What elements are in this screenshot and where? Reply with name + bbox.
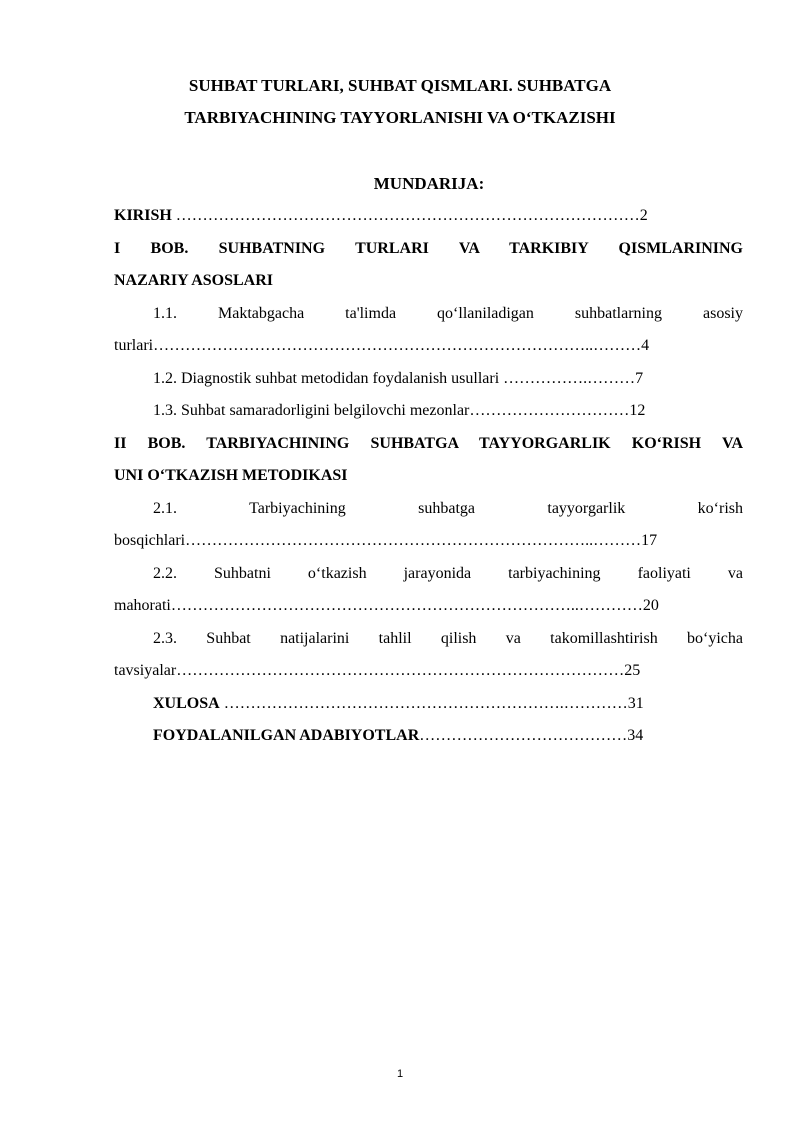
toc-chapter-1-line-2[interactable]: NAZARIY ASOSLARI xyxy=(114,272,273,289)
document-title-line-2: TARBIYACHINING TAYYORLANISHI VA O‘TKAZISHI xyxy=(184,108,616,127)
toc-section-1-2[interactable]: 1.2. Diagnostik suhbat metodidan foydalanish usullari …………….………7 xyxy=(153,370,644,387)
toc-chapter-2-line-1[interactable]: II BOB. TARBIYACHINING SUHBATGA TAYYORGARLIK KO‘RISH VA xyxy=(114,435,743,452)
toc-entry-adabiyotlar-dots: …………………………………34 xyxy=(419,727,644,744)
toc-section-1-3[interactable]: 1.3. Suhbat samaradorligini belgilovchi mezonlar…………………………12 xyxy=(153,402,646,419)
toc-section-2-3-line-2[interactable]: tavsiyalar…………………………………………………………………………25 xyxy=(114,662,641,679)
toc-entry-xulosa[interactable] xyxy=(153,695,743,713)
toc-section-2-1-line-1[interactable]: 2.1. Tarbiyachining suhbatga tayyorgarlik ko‘rish xyxy=(153,500,743,517)
toc-heading: MUNDARIJA: xyxy=(373,174,485,193)
toc-entry-xulosa-label: XULOSA xyxy=(153,695,220,712)
toc-chapter-1-line-1[interactable]: I BOB. SUHBATNING TURLARI VA TARKIBIY QISMLARINING xyxy=(114,240,743,257)
toc-entry-kirish-label: KIRISH xyxy=(114,207,172,224)
toc-chapter-2-line-2[interactable]: UNI O‘TKAZISH METODIKASI xyxy=(114,467,348,484)
toc-entry-adabiyotlar-label: FOYDALANILGAN ADABIYOTLAR xyxy=(153,727,420,744)
toc-section-1-1-line-2[interactable]: turlari………………………………………………………………………..………4 xyxy=(114,337,650,354)
toc-entry-adabiyotlar[interactable] xyxy=(153,727,743,745)
document-title-line-1: SUHBAT TURLARI, SUHBAT QISMLARI. SUHBATGA xyxy=(188,76,612,95)
toc-section-2-2-line-1[interactable]: 2.2. Suhbatni o‘tkazish jarayonida tarbiyachining faoliyati va xyxy=(153,565,743,582)
page-number: 1 xyxy=(396,1068,404,1080)
toc-section-2-1-line-2[interactable]: bosqichlari…………………………………………………………………..………17 xyxy=(114,532,658,549)
toc-entry-kirish-text xyxy=(114,207,648,224)
toc-entry-kirish-dots: ……………………………………………………………………………2 xyxy=(171,207,648,224)
toc-entry-kirish[interactable] xyxy=(114,207,743,225)
toc-section-1-1-line-1[interactable]: 1.1. Maktabgacha ta'limda qo‘llaniladigan suhbatlarning asosiy xyxy=(153,305,743,322)
toc-section-2-2-line-2[interactable]: mahorati…………………………………………………………………..…………20 xyxy=(114,597,659,614)
toc-section-2-3-line-1[interactable]: 2.3. Suhbat natijalarini tahlil qilish va takomillashtirish bo‘yicha xyxy=(153,630,743,647)
toc-entry-xulosa-dots: ……………………………………………………….…………31 xyxy=(219,695,644,712)
